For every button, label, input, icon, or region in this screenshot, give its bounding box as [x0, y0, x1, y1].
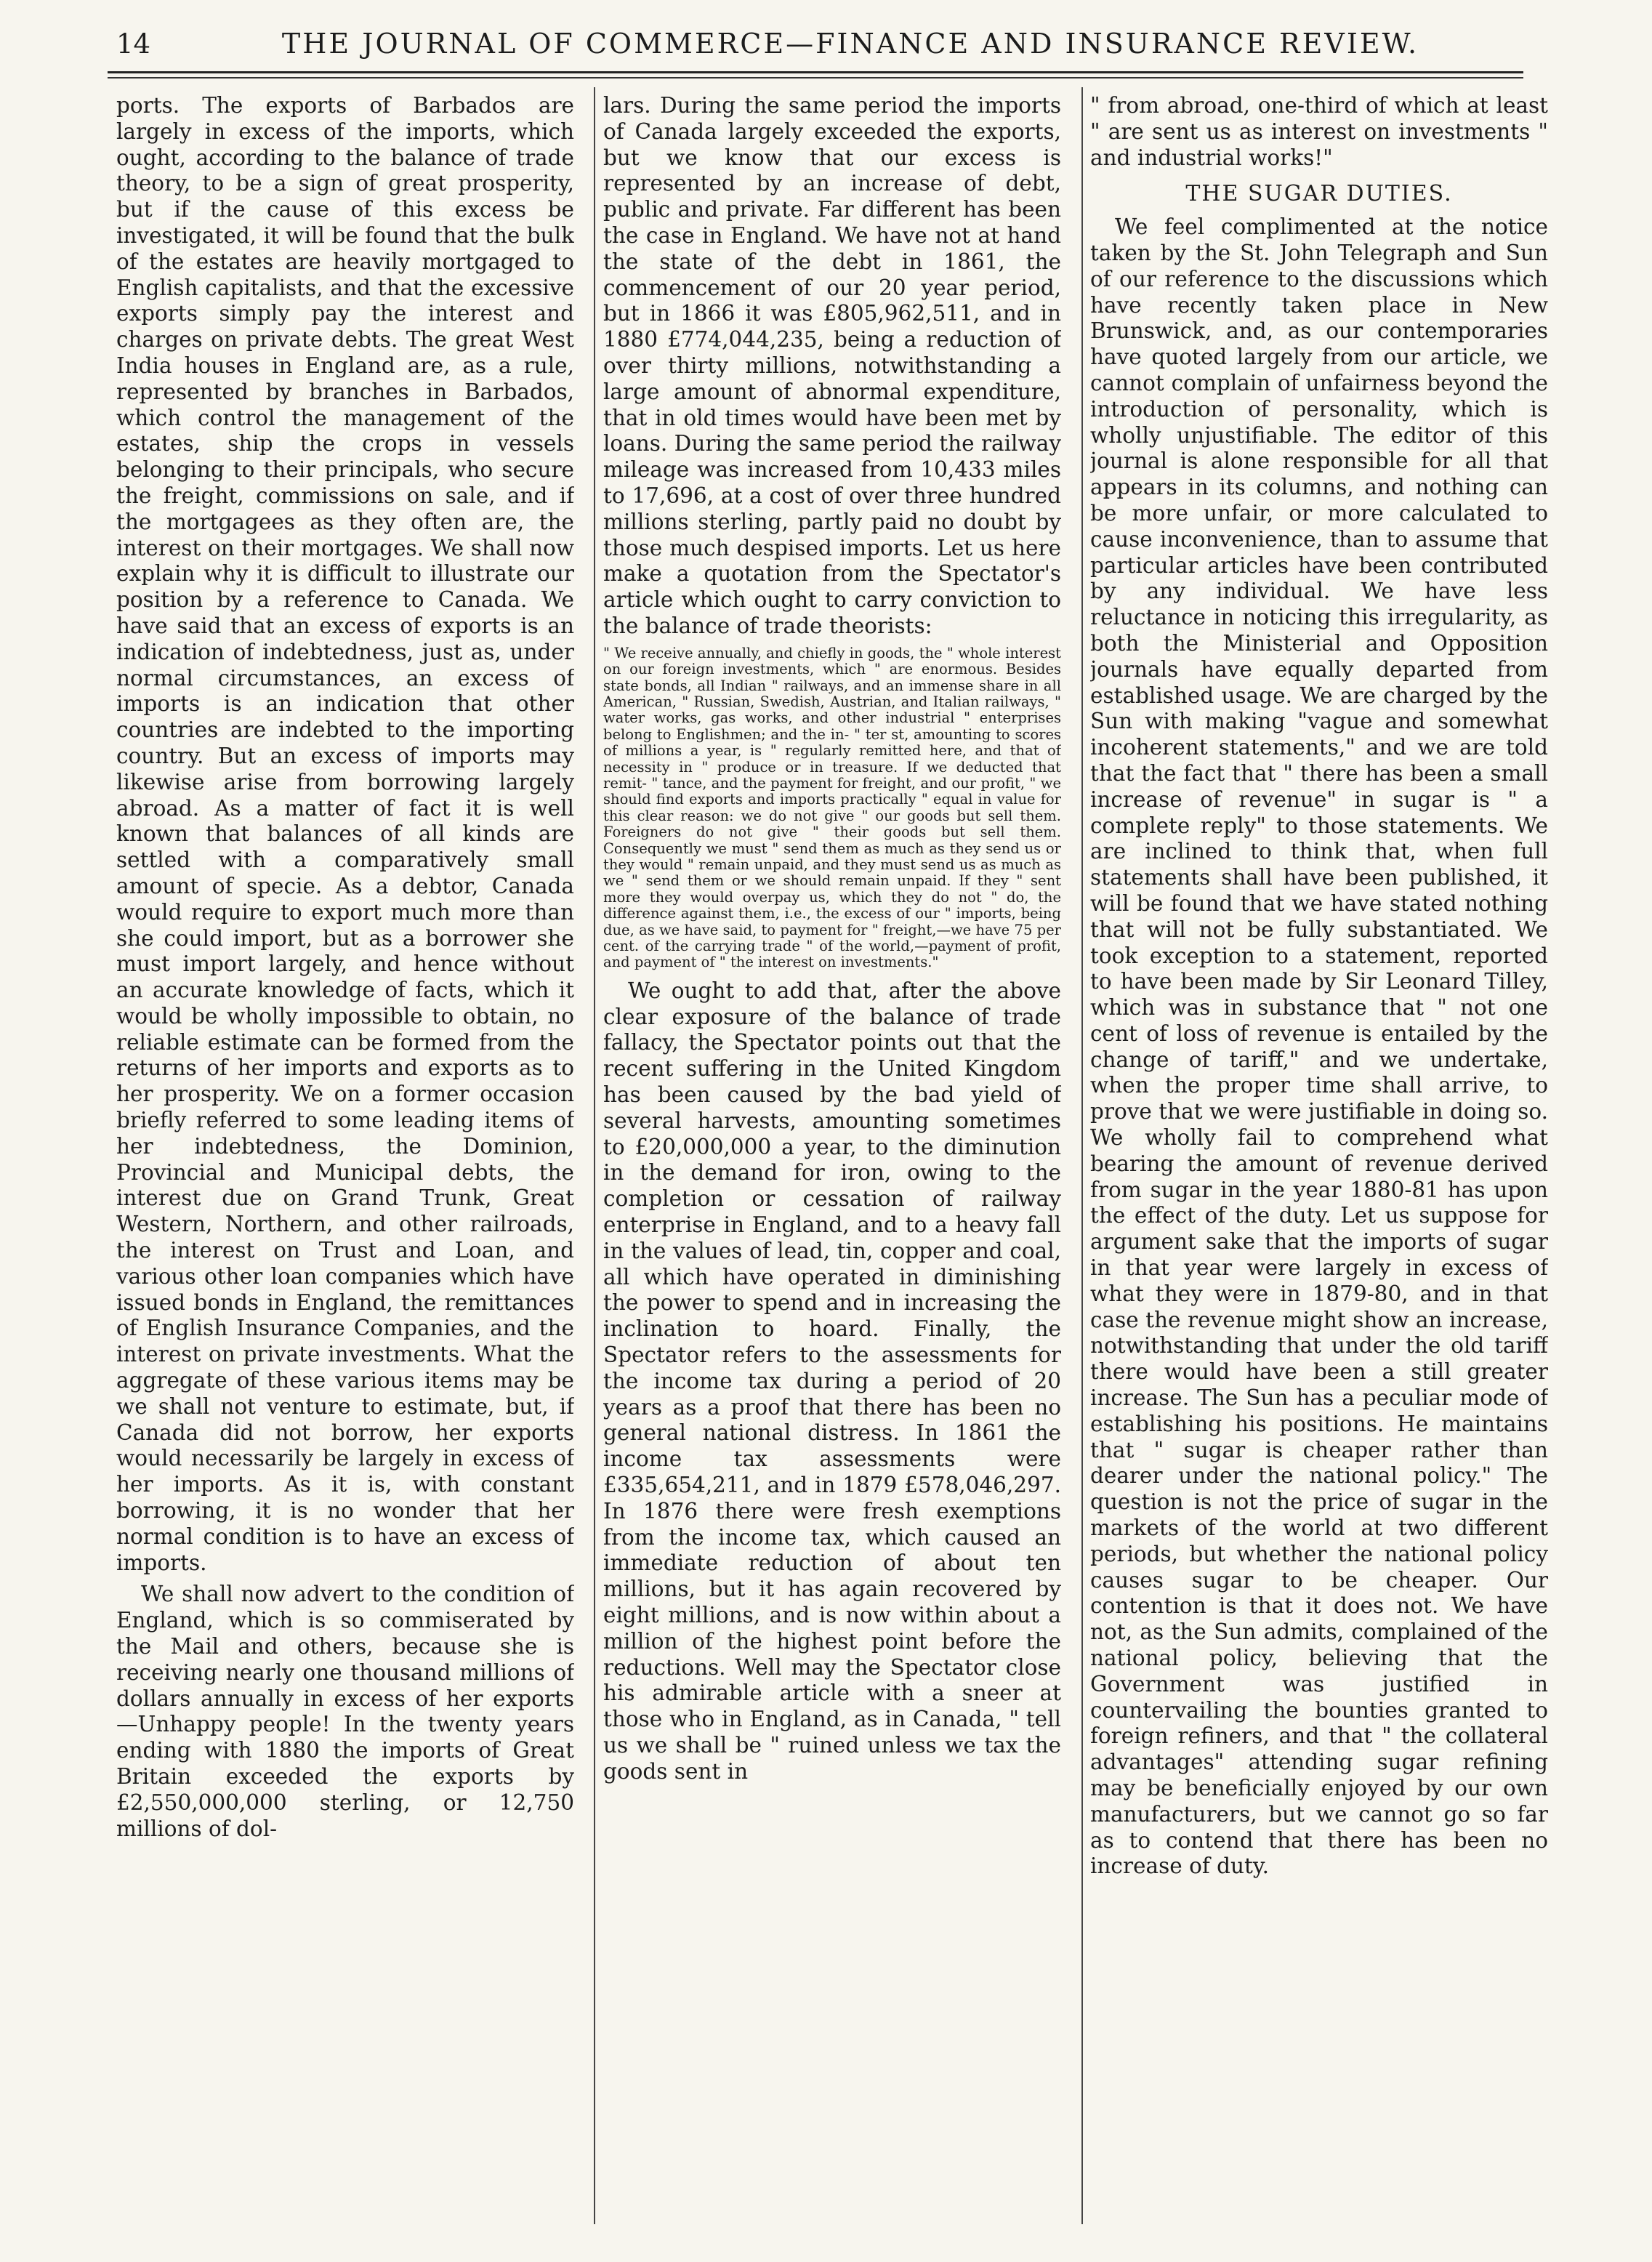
header-rule [108, 71, 1523, 73]
article-paragraph: We shall now advert to the condition of England, which is so commiserated by the Mail and others, because she is receiving nearly one thousand millions of dollars annually in excess of her exports—Unhappy people! In the twenty years ending with 1880 the imports of Great Britain exceeded the exports by £2,550,000,000 sterling, or 12,750 millions of dol- [116, 1582, 574, 1841]
section-heading: THE SUGAR DUTIES. [1185, 181, 1453, 207]
article-paragraph: lars. During the same period the imports of Canada largely exceeded the exports, but we know that our excess is represented by an increase of debt, public and private. Far different has been the case in England. We have not at hand the state of the debt in 1861, the commencement of our 20 year period, but in 1866 it was £805,962,511, and in 1880 £774,044,235, being a reduction of over thirty millions, notwithstanding a large amount of abnormal expenditure, that in old times would have been met by loans. During the same period the railway mileage was increased from 10,433 miles to 17,696, at a cost of over three hundred millions sterling, partly paid no doubt by those much despised imports. Let us here make a quotation from the Spectator's article which ought to carry conviction to the balance of trade theorists: [603, 93, 1061, 638]
quote-continuation: " from abroad, one-third of which at least " are sent us as interest on investments " and industrial works!" [1090, 93, 1548, 170]
article-paragraph: We feel complimented at the notice taken by the St. John Telegraph and Sun of our reference to the discussions which have recently taken place in New Brunswick, and, as our contemporaries have quoted largely from our article, we cannot complain of unfairness beyond the introduction of personality, which is wholly unjustifiable. The editor of this journal is alone responsible for all that appears in its columns, and nothing can be more unfair, or more calculated to cause inconvenience, than to assume that particular articles have been contributed by any individual. We have less reluctance in noticing this irregularity, as both the Ministerial and Opposition journals have equally departed from established usage. We are charged by the Sun with making "vague and somewhat incoherent statements," and we are told that the fact that " there has been a small increase of revenue" in sugar is " a complete reply" to those statements. We are inclined to think that, when full statements shall have been published, it will be found that we have stated nothing that will not be fully substantiated. We took exception to a statement, reported to have been made by Sir Leonard Tilley, which was in substance that " not one cent of loss of revenue is entailed by the change of tariff," and we undertake, when the proper time shall arrive, to prove that we were justifiable in doing so. We wholly fail to comprehend what bearing the amount of revenue derived from sugar in the year 1880-81 has upon the effect of the duty. Let us suppose for argument sake that the imports of sugar in that year were largely in excess of what they were in 1879-80, and in that case the revenue might show an increase, notwithstanding that under the old tariff there would have been a still greater increase. The Sun has a peculiar mode of establishing his positions. He maintains that " sugar is cheaper rather than dearer under the national policy." The question is not the price of sugar in the markets of the world at two different periods, but whether the national policy causes sugar to be cheaper. Our contention is that it does not. We have not, as the Sun admits, complained of the national policy, believing that the Government was justified in countervailing the bounties granted to foreign refiners, and that " the collateral advantages" attending sugar refining may be beneficially enjoyed by our own manufacturers, but we cannot go so far as to contend that there has been no increase of duty. [1090, 214, 1548, 1879]
column-divider [1081, 87, 1083, 2224]
article-paragraph: We ought to add that, after the above clear exposure of the balance of trade fallacy, the Spectator points out that the recent suffering in the United Kingdom has been caused by the bad yield of several harvests, amounting sometimes to £20,000,000 a year, to the diminution in the demand for iron, owing to the completion or cessation of railway enterprise in England, and to a heavy fall in the values of lead, tin, copper and coal, all which have operated in diminishing the power to spend and in increasing the inclination to hoard. Finally, the Spectator refers to the assessments for the income tax during a period of 20 years as a proof that there has been no general national distress. In 1861 the income tax assessments were £335,654,211, and in 1879 £578,046,297. In 1876 there were fresh exemptions from the income tax, which caused an immediate reduction of about ten millions, but it has again recovered by eight millions, and is now within about a million of the highest point before the reductions. Well may the Spectator close his admirable article with a sneer at those who in England, as in Canada, " tell us we shall be " ruined unless we tax the goods sent in [603, 978, 1061, 1784]
page-number: 14 [116, 28, 151, 60]
page-header [116, 22, 1512, 65]
block-quote: " We receive annually, and chiefly in goods, the " whole interest on our foreign investments, which " are enormous. Besides state bonds, all Indian " railways, and an immense share in all American, " Russian, Swedish, Austrian, and Italian railways, " water works, gas works, and other industrial " enterprises belong to Englishmen; and the in- " ter st, amounting to scores of millions a year, is " regularly remitted here, and that of necessity in " produce or in treasure. If we deducted that remit- " tance, and the payment for freight, and our profit, " we should find exports and imports practically " equal in value for this clear reason: we do not give " our goods but sell them. Foreigners do not give " their goods but sell them. Consequently we must " send them as much as they send us or they would " remain unpaid, and they must send us as much as we " send them or we should remain unpaid. If they " sent more they would overpay us, which they do not " do, the difference against them, i.e., the excess of our " imports, being due, as we have said, to payment for " freight,—we have 75 per cent. of the carrying trade " of the world,—payment of profit, and payment of " the interest on investments." [603, 644, 1061, 971]
article-column-3 [1090, 93, 1548, 2245]
column-divider [594, 87, 595, 2224]
article-column-2 [603, 93, 1061, 2245]
header-rule-double [108, 77, 1523, 79]
journal-title: THE JOURNAL OF COMMERCE—FINANCE AND INSURANCE REVIEW. [281, 28, 1419, 60]
article-column-1 [116, 93, 574, 2245]
article-paragraph: ports. The exports of Barbados are largely in excess of the imports, which ought, according to the balance of trade theory, to be a sign of great prosperity, but if the cause of this excess be investigated, it will be found that the bulk of the estates are heavily mortgaged to English capitalists, and that the excessive exports simply pay the interest and charges on private debts. The great West India houses in England are, as a rule, represented by branches in Barbados, which control the management of the estates, ship the crops in vessels belonging to their principals, who secure the freight, commissions on sale, and if the mortgagees as they often are, the interest on their mortgages. We shall now explain why it is difficult to illustrate our position by a reference to Canada. We have said that an excess of exports is an indication of indebtedness, just as, under normal circumstances, an excess of imports is an indication that other countries are indebted to the importing country. But an excess of imports may likewise arise from borrowing largely abroad. As a matter of fact it is well known that balances of all kinds are settled with a comparatively small amount of specie. As a debtor, Canada would require to export much more than she could import, but as a borrower she must import largely, and hence without an accurate knowledge of facts, which it would be wholly impossible to obtain, no reliable estimate can be formed from the returns of her imports and exports as to her prosperity. We on a former occasion briefly referred to some leading items of her indebtedness, the Dominion, Provincial and Municipal debts, the interest due on Grand Trunk, Great Western, Northern, and other railroads, the interest on Trust and Loan, and various other loan companies which have issued bonds in England, the remittances of English Insurance Companies, and the interest on private investments. What the aggregate of these various items may be we shall not venture to estimate, but, if Canada did not borrow, her exports would necessarily be largely in excess of her imports. As it is, with constant borrowing, it is no wonder that her normal condition is to have an excess of imports. [116, 93, 574, 1575]
